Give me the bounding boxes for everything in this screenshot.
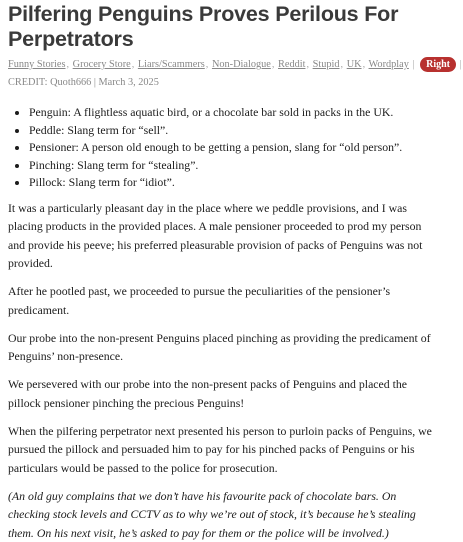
story-paragraph: We persevered with our probe into the non-present packs of Penguins and placed the pillock pensioner pinching the precious Penguins! xyxy=(8,375,434,412)
tag-link[interactable]: Grocery Store xyxy=(73,59,131,70)
story-summary: (An old guy complains that we don’t have his favourite pack of chocolate bars. On checking stock levels and CCTV as to why we’re out of stock, it’s because he’s stealing them. On his next visit, he’s asked to pay for them or the police will be involved.) xyxy=(8,487,434,542)
story-paragraph: After he pootled past, we proceeded to pursue the peculiarities of the pensioner’s predicament. xyxy=(8,282,434,319)
credit-line: CREDIT: Quoth666 | March 3, 2025 xyxy=(8,75,434,91)
tag-link[interactable]: Reddit xyxy=(278,59,305,70)
definition-item: • Pensioner: A person old enough to be getting a pension, slang for “old person”. xyxy=(29,139,434,157)
definition-list xyxy=(8,104,434,192)
story-title: Pilfering Penguins Proves Perilous For Perpetrators xyxy=(8,2,434,52)
story-paragraph: When the pilfering perpetrator next presented his person to purloin packs of Penguins, we pursued the pillock and persuaded him to pay for his pinched packs of Penguins or his particulars would be passed to the police for prosecution. xyxy=(8,422,434,478)
verdict-badge[interactable]: Right xyxy=(420,57,456,72)
definition-item: • Pillock: Slang term for “idiot”. xyxy=(29,174,434,192)
story-paragraph: It was a particularly pleasant day in the place where we peddle provisions, and I was placing products in the provided places. A male pensioner proceeded to prod my person and provide his peeve; his preferred pleasurable provision of packs of Penguins was not provided. xyxy=(8,199,434,273)
tag-link[interactable]: Liars/Scammers xyxy=(138,59,205,70)
tag-link[interactable]: UK xyxy=(347,59,362,70)
tag-link[interactable]: Stupid xyxy=(313,59,340,70)
tag-link[interactable]: Non-Dialogue xyxy=(212,59,271,70)
tag-link[interactable]: Funny Stories xyxy=(8,59,66,70)
definition-item: • Peddle: Slang term for “sell”. xyxy=(29,122,434,140)
tag-link[interactable]: Wordplay xyxy=(369,59,409,70)
story-paragraph: Our probe into the non-present Penguins placed pinching as providing the predicament of Penguins’ non-presence. xyxy=(8,329,434,366)
definition-item: • Penguin: A flightless aquatic bird, or a chocolate bar sold in packs in the UK. xyxy=(29,104,434,122)
definition-item: • Pinching: Slang term for “stealing”. xyxy=(29,157,434,175)
tag-list: Funny Stories, Grocery Store, Liars/Scammers, Non-Dialogue, Reddit, Stupid, UK, Wordplay | Right | xyxy=(8,56,434,74)
